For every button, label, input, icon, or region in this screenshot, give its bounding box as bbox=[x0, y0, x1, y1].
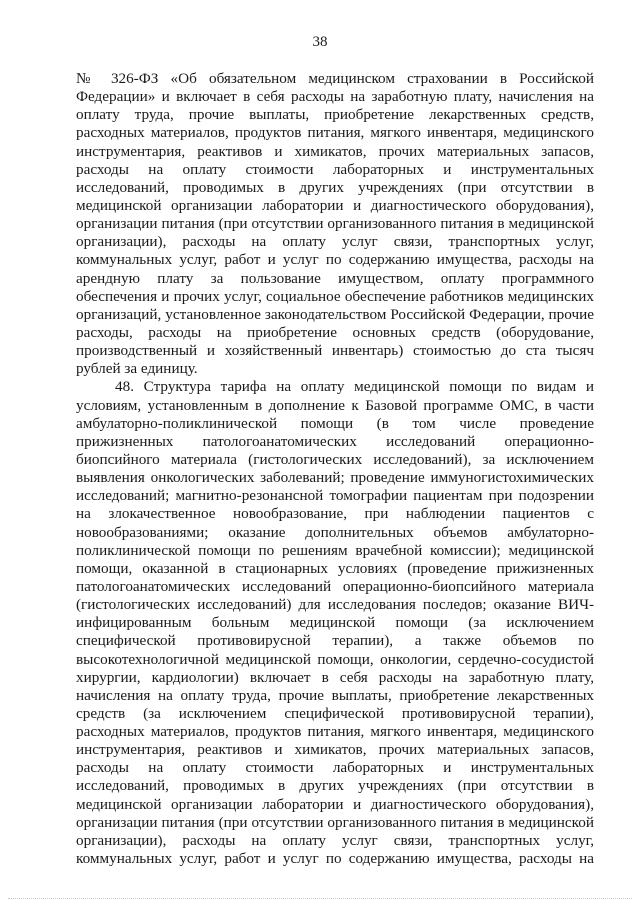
text-line: на злокачественное новообразование, при наблюдении пациентов с bbox=[76, 505, 594, 523]
text-line: Федерации» и включает в себя расходы на заработную плату, начисления на bbox=[76, 88, 594, 106]
text-line: специфической противовирусной терапии), а также объемов по bbox=[76, 632, 594, 650]
document-body bbox=[76, 70, 594, 868]
text-line: прижизненных патологоанатомических исследований операционно- bbox=[76, 432, 594, 450]
text-line: расходы на оплату стоимости лабораторных и инструментальных bbox=[76, 160, 594, 178]
text-line: организации), расходы на оплату услуг связи, транспортных услуг, bbox=[76, 831, 594, 849]
text-line: организации питания (при отсутствии организованного питания в медицинской bbox=[76, 813, 594, 831]
text-line: высокотехнологичной медицинской помощи, онкологии, сердечно-сосудистой bbox=[76, 650, 594, 668]
text-line: биопсийного материала (гистологических исследований), за исключением bbox=[76, 450, 594, 468]
text-line: инструментария, реактивов и химикатов, прочих материальных запасов, bbox=[76, 142, 594, 160]
text-line: организаций, установленное законодательством Российской Федерации, прочие bbox=[76, 305, 594, 323]
text-line: рублей за единицу. bbox=[76, 360, 198, 378]
text-line: коммунальных услуг, работ и услуг по содержанию имущества, расходы на bbox=[76, 850, 594, 868]
text-line: (гистологических исследований) для исследования последов; оказание ВИЧ- bbox=[76, 596, 594, 614]
text-line: исследований; магнитно-резонансной томографии пациентам при подозрении bbox=[76, 487, 594, 505]
text-line: условиям, установленным в дополнение к Базовой программе ОМС, в части bbox=[76, 396, 594, 414]
text-line: средств (за исключением специфической противовирусной терапии), bbox=[76, 704, 594, 722]
text-line: хирургии, кардиологии) включает в себя расходы на заработную плату, bbox=[76, 668, 594, 686]
text-line: расходных материалов, продуктов питания, мягкого инвентаря, медицинского bbox=[76, 124, 594, 142]
text-line: амбулаторно-поликлинической помощи (в том числе проведение bbox=[76, 414, 594, 432]
text-line: производственный и хозяйственный инвентарь) стоимостью до ста тысяч bbox=[76, 342, 594, 360]
text-line: медицинской организации лаборатории и диагностического оборудования), bbox=[76, 795, 594, 813]
text-line: инфицированным больным медицинской помощи (за исключением bbox=[76, 614, 594, 632]
page-bottom-edge bbox=[8, 898, 632, 899]
text-line: начисления на оплату труда, прочие выплаты, приобретение лекарственных bbox=[76, 686, 594, 704]
text-line: обеспечения и прочих услуг, социальное обеспечение работников медицинских bbox=[76, 287, 594, 305]
text-line: исследований, проводимых в других учреждениях (при отсутствии в bbox=[76, 777, 594, 795]
text-line: расходных материалов, продуктов питания, мягкого инвентаря, медицинского bbox=[76, 723, 594, 741]
text-line: поликлинической помощи по решениям врачебной комиссии); медицинской bbox=[76, 541, 594, 559]
text-line: медицинской организации лаборатории и диагностического оборудования), bbox=[76, 196, 594, 214]
text-line: исследований, проводимых в других учреждениях (при отсутствии в bbox=[76, 178, 594, 196]
text-line: расходы на оплату стоимости лабораторных и инструментальных bbox=[76, 759, 594, 777]
text-line: арендную плату за пользование имуществом, оплату программного bbox=[76, 269, 594, 287]
text-line: расходы, расходы на приобретение основных средств (оборудование, bbox=[76, 323, 594, 341]
text-line: инструментария, реактивов и химикатов, прочих материальных запасов, bbox=[76, 741, 594, 759]
text-line: организации питания (при отсутствии организованного питания в медицинской bbox=[76, 215, 594, 233]
text-line: № 326-ФЗ «Об обязательном медицинском страховании в Российской bbox=[76, 70, 594, 87]
text-line: патологоанатомических исследований операционно-биопсийного материала bbox=[76, 577, 594, 595]
page-number: 38 bbox=[312, 34, 328, 50]
text-line: 48. Структура тарифа на оплату медицинской помощи по видам и bbox=[115, 378, 594, 396]
text-line: выявления онкологических заболеваний; проведение иммуногистохимических bbox=[76, 469, 594, 487]
text-line: новообразованиями; оказание дополнительных объемов амбулаторно- bbox=[76, 523, 594, 541]
text-line: помощи, оказанной в стационарных условиях (проведение прижизненных bbox=[76, 559, 594, 577]
text-line: организации), расходы на оплату услуг связи, транспортных услуг, bbox=[76, 233, 594, 251]
text-line: оплату труда, прочие выплаты, приобретение лекарственных средств, bbox=[76, 106, 594, 124]
text-line: коммунальных услуг, работ и услуг по содержанию имущества, расходы на bbox=[76, 251, 594, 269]
